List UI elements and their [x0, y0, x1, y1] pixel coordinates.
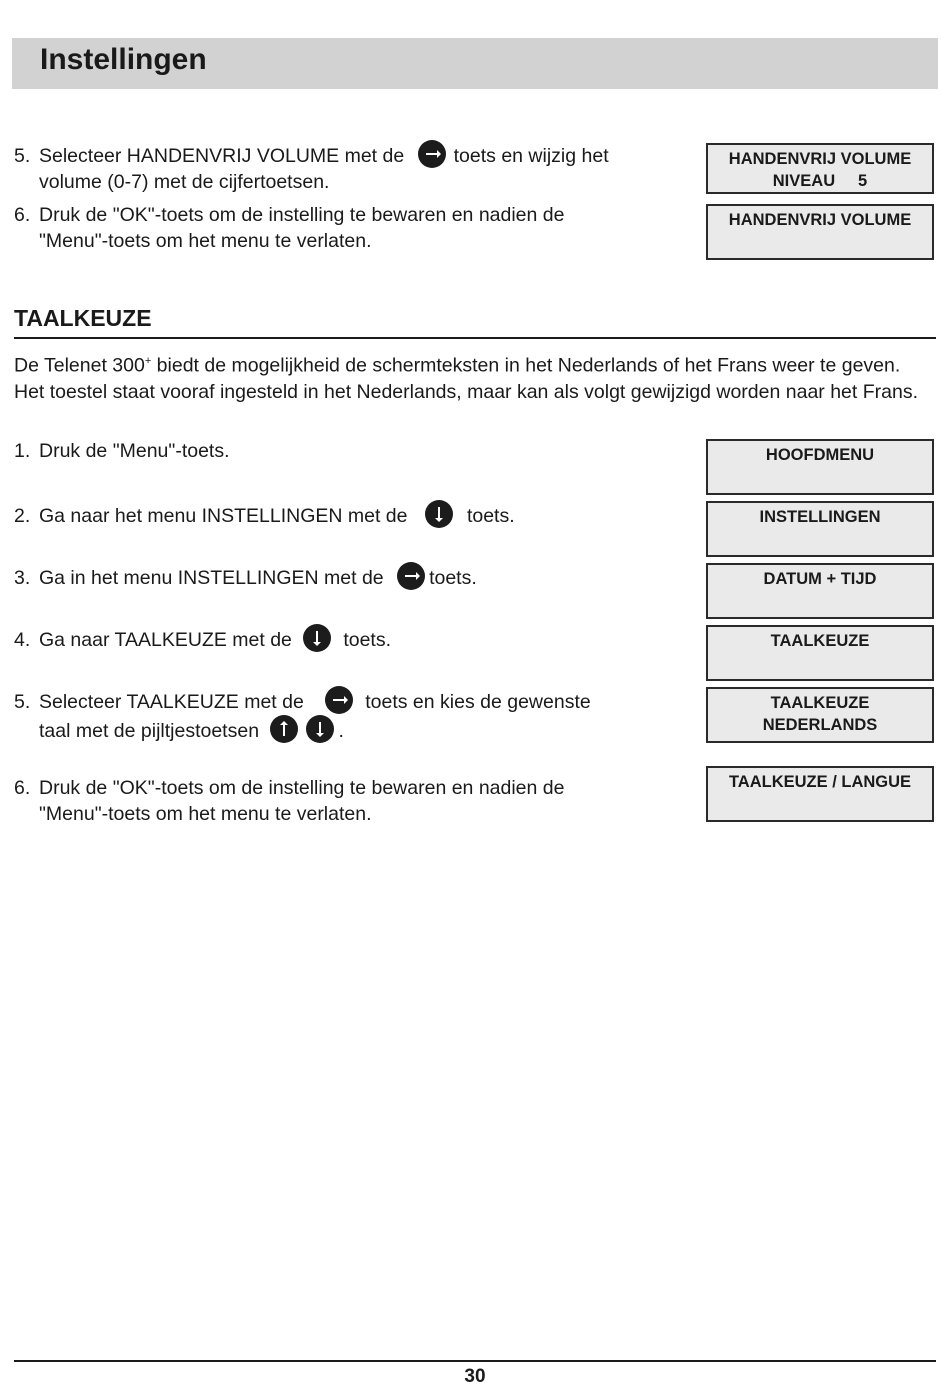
page-title: Instellingen — [40, 43, 207, 76]
lcd-display-datum-tijd: DATUM + TIJD — [706, 563, 934, 619]
down-arrow-icon — [306, 715, 334, 743]
volume-step-6: 6. Druk de "OK"-toets om de instelling te bewaren en nadien de "Menu"-toets om het menu te verlaten. — [14, 204, 565, 252]
lcd-display-taalkeuze-nederlands: TAALKEUZE NEDERLANDS — [706, 687, 934, 743]
page-number: 30 — [464, 1366, 486, 1387]
intro-paragraph: De Telenet 300+ biedt de mogelijkheid de schermteksten in het Nederlands of het Frans weer te geven. Het toestel staat vooraf ingesteld in het Nederlands, maar kan als volgt gewijzigd worden naar het Frans. — [14, 354, 918, 403]
lcd-display-taalkeuze-langue: TAALKEUZE / LANGUE — [706, 766, 934, 822]
language-step-2: 2. Ga naar het menu INSTELLINGEN met de toets. — [14, 500, 515, 529]
header-bar — [12, 38, 938, 89]
language-step-1: 1. Druk de "Menu"-toets. — [14, 440, 230, 462]
right-arrow-icon — [418, 140, 446, 168]
right-arrow-icon — [325, 686, 353, 714]
language-step-4: 4. Ga naar TAALKEUZE met de toets. — [14, 624, 391, 653]
lcd-display-taalkeuze: TAALKEUZE — [706, 625, 934, 681]
lcd-display-volume: HANDENVRIJ VOLUME — [706, 204, 934, 260]
language-step-6: 6. Druk de "OK"-toets om de instelling te bewaren en nadien de "Menu"-toets om het menu te verlaten. — [14, 777, 565, 825]
lcd-display-hoofdmenu: HOOFDMENU — [706, 439, 934, 495]
language-step-3: 3. Ga in het menu INSTELLINGEN met de toets. — [14, 562, 477, 591]
section-title: TAALKEUZE — [14, 305, 152, 331]
language-step-5: 5. Selecteer TAALKEUZE met de toets en kies de gewenste taal met de pijltjestoetsen . — [14, 686, 591, 744]
footer-divider — [14, 1360, 936, 1362]
right-arrow-icon — [397, 562, 425, 590]
down-arrow-icon — [303, 624, 331, 652]
volume-step-5: 5. Selecteer HANDENVRIJ VOLUME met de toets en wijzig het volume (0-7) met de cijfertoetsen. — [14, 140, 609, 195]
lcd-display-volume-level: HANDENVRIJ VOLUME NIVEAU 5 — [706, 143, 934, 194]
down-arrow-icon — [425, 500, 453, 528]
section-divider — [14, 337, 936, 339]
up-arrow-icon — [270, 715, 298, 743]
lcd-display-instellingen: INSTELLINGEN — [706, 501, 934, 557]
